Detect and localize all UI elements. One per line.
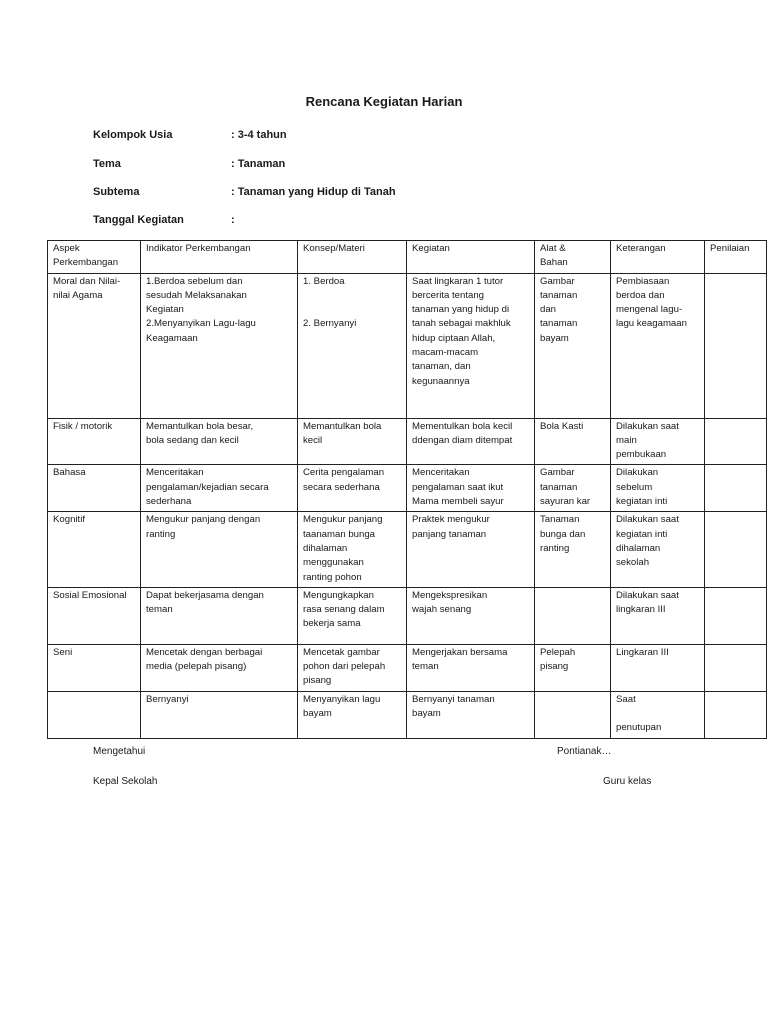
cell-activity: Mengekspresikan wajah senang	[407, 587, 535, 644]
cell-activity: Praktek mengukur panjang tanaman	[407, 512, 535, 587]
header-tools: Alat & Bahan	[535, 241, 611, 274]
cell-assessment	[705, 587, 767, 644]
activity-plan-table	[47, 240, 767, 739]
cell-activity: Menceritakan pengalaman saat ikut Mama membeli sayur	[407, 465, 535, 512]
meta-value: :	[231, 214, 235, 226]
cell-concept: Mengungkapkan rasa senang dalam bekerja sama	[298, 587, 407, 644]
cell-aspect: Moral dan Nilai- nilai Agama	[48, 273, 141, 418]
meta-label: Kelompok Usia	[93, 129, 173, 141]
table-row	[48, 691, 767, 738]
principal-label: Kepal Sekolah	[93, 776, 158, 787]
table-row	[48, 418, 767, 465]
class-teacher-label: Guru kelas	[603, 776, 652, 787]
cell-indicator: Dapat bekerjasama dengan teman	[141, 587, 298, 644]
cell-tools	[535, 691, 611, 738]
cell-activity: Mementulkan bola kecil ddengan diam ditempat	[407, 418, 535, 465]
table-row	[48, 465, 767, 512]
cell-tools: Gambar tanaman dan tanaman bayam	[535, 273, 611, 418]
table-row	[48, 644, 767, 691]
cell-activity: Saat lingkaran 1 tutor bercerita tentang tanaman yang hidup di tanah sebagai makhluk hidup ciptaan Allah, macam-macam tanaman, dan kegunaannya	[407, 273, 535, 418]
header-indicator: Indikator Perkembangan	[141, 241, 298, 274]
cell-notes: Dilakukan sebelum kegiatan inti	[611, 465, 705, 512]
table-row	[48, 273, 767, 418]
cell-notes: Dilakukan saat lingkaran III	[611, 587, 705, 644]
header-concept: Konsep/Materi	[298, 241, 407, 274]
page-title: Rencana Kegiatan Harian	[305, 94, 463, 109]
cell-notes: Lingkaran III	[611, 644, 705, 691]
table-header-row	[48, 241, 767, 274]
table-row	[48, 587, 767, 644]
cell-tools: Bola Kasti	[535, 418, 611, 465]
cell-assessment	[705, 512, 767, 587]
cell-indicator: Mengukur panjang dengan ranting	[141, 512, 298, 587]
table-row	[48, 512, 767, 587]
cell-tools	[535, 587, 611, 644]
cell-concept: Cerita pengalaman secara sederhana	[298, 465, 407, 512]
cell-concept: Mengukur panjang taanaman bunga dihalaman menggunakan ranting pohon	[298, 512, 407, 587]
cell-indicator: Menceritakan pengalaman/kejadian secara sederhana	[141, 465, 298, 512]
meta-label: Tanggal Kegiatan	[93, 214, 184, 226]
cell-tools: Pelepah pisang	[535, 644, 611, 691]
header-aspect: Aspek Perkembangan	[48, 241, 141, 274]
cell-aspect: Seni	[48, 644, 141, 691]
meta-label: Subtema	[93, 186, 140, 198]
meta-label: Tema	[93, 158, 121, 170]
cell-aspect: Fisik / motorik	[48, 418, 141, 465]
cell-notes: Saat penutupan	[611, 691, 705, 738]
cell-notes: Dilakukan saat main pembukaan	[611, 418, 705, 465]
cell-concept: Memantulkan bola kecil	[298, 418, 407, 465]
cell-concept: Menyanyikan lagu bayam	[298, 691, 407, 738]
header-activity: Kegiatan	[407, 241, 535, 274]
cell-assessment	[705, 465, 767, 512]
cell-tools: Gambar tanaman sayuran kar	[535, 465, 611, 512]
cell-aspect: Bahasa	[48, 465, 141, 512]
cell-assessment	[705, 644, 767, 691]
acknowledged-label: Mengetahui	[93, 746, 146, 757]
cell-activity: Mengerjakan bersama teman	[407, 644, 535, 691]
cell-notes: Dilakukan saat kegiatan inti dihalaman sekolah	[611, 512, 705, 587]
cell-assessment	[705, 273, 767, 418]
cell-aspect: Sosial Emosional	[48, 587, 141, 644]
cell-notes: Pembiasaan berdoa dan mengenal lagu- lagu keagamaan	[611, 273, 705, 418]
meta-value: : 3-4 tahun	[231, 129, 287, 141]
cell-assessment	[705, 418, 767, 465]
header-notes: Keterangan	[611, 241, 705, 274]
cell-assessment	[705, 691, 767, 738]
cell-concept: Mencetak gambar pohon dari pelepah pisang	[298, 644, 407, 691]
cell-indicator: 1.Berdoa sebelum dan sesudah Melaksanakan Kegiatan 2.Menyanyikan Lagu-lagu Keagamaan	[141, 273, 298, 418]
cell-indicator: Mencetak dengan berbagai media (pelepah pisang)	[141, 644, 298, 691]
place-date-label: Pontianak…	[557, 746, 612, 757]
header-assessment: Penilaian	[705, 241, 767, 274]
meta-value: : Tanaman	[231, 158, 286, 170]
cell-aspect	[48, 691, 141, 738]
cell-indicator: Memantulkan bola besar, bola sedang dan kecil	[141, 418, 298, 465]
cell-indicator: Bernyanyi	[141, 691, 298, 738]
meta-value: : Tanaman yang Hidup di Tanah	[231, 186, 396, 198]
cell-concept: 1. Berdoa 2. Bernyanyi	[298, 273, 407, 418]
cell-tools: Tanaman bunga dan ranting	[535, 512, 611, 587]
cell-aspect: Kognitif	[48, 512, 141, 587]
cell-activity: Bernyanyi tanaman bayam	[407, 691, 535, 738]
